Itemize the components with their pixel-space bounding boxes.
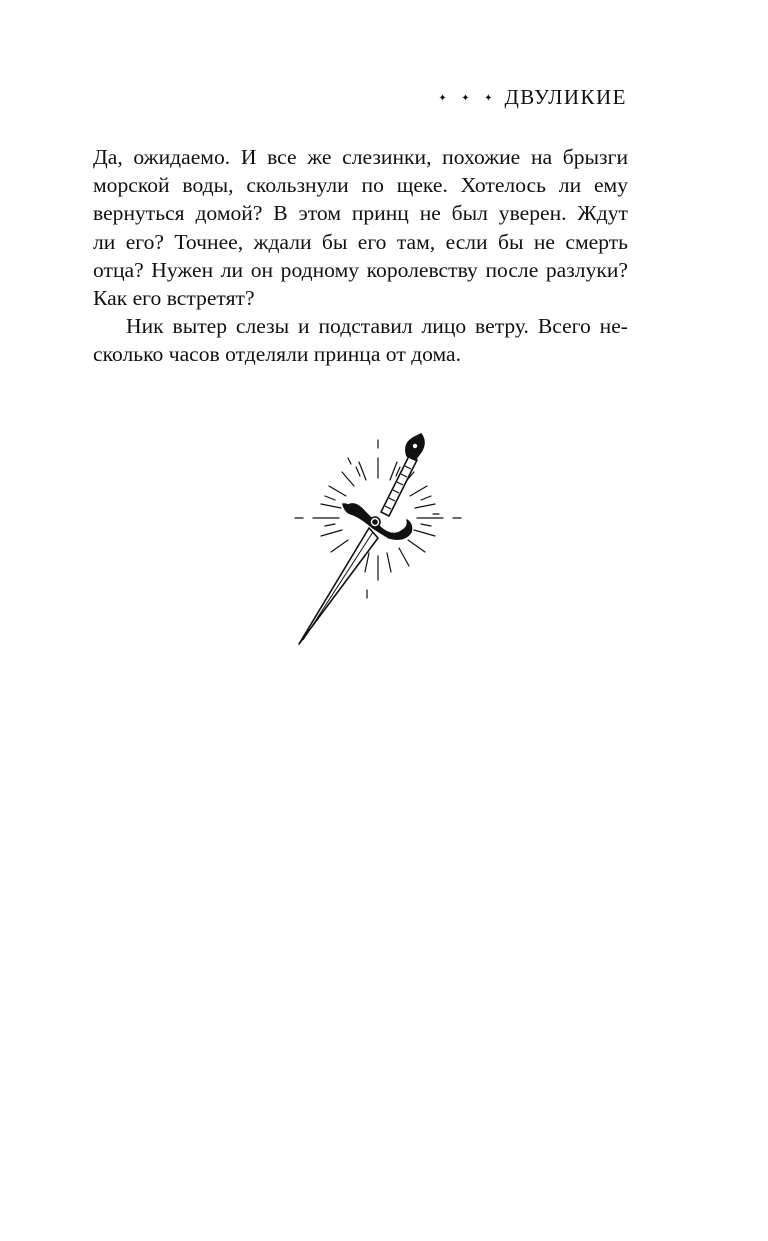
text-line: Да, ожидаемо. И все же слезинки, похожие на брызги [93,145,628,169]
text-line: Ник вытер слезы и подставил лицо ветру. Всего не- [126,314,628,339]
running-header [438,84,627,112]
text-line: вернуться домой? В этом принц не был уверен. Ждут [93,201,628,226]
header-ornament: ✦ ✦ ✦ [438,93,499,104]
text-line: морской воды, скользнули по щеке. Хотелось ли ему [93,173,628,198]
body-text [93,143,628,369]
dagger [299,434,424,644]
text-line: отца? Нужен ли он родному королевству после разлуки? [93,257,628,282]
text-line: ли его? Точнее, ждали бы его там, если бы не смерть [93,229,628,254]
text-line: сколько часов отделяли принца от дома. [93,342,462,367]
text-line: Как его встретят? [93,286,255,311]
book-title: ДВУЛИКИЕ [504,85,627,109]
dagger-icon [285,420,475,655]
paragraph [93,312,628,368]
paragraph [93,143,628,312]
